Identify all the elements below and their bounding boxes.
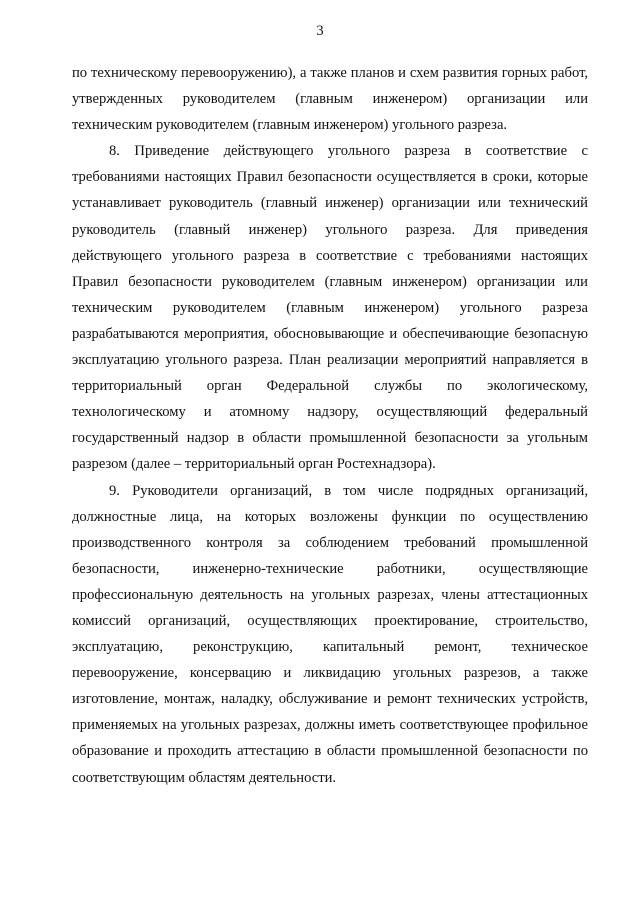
paragraph-continuation: по техническому перевооружению), а также планов и схем развития горных работ, утвержденных руководителем (главным инженером) организации или техническим руководителем (главным инженером) угольного разреза. <box>72 65 588 134</box>
document-body <box>72 60 588 791</box>
paragraph-item-8: 8. Приведение действующего угольного разреза в соответствие с требованиями настоящих Правил безопасности осуществляется в сроки, которые устанавливает руководитель (главный инженер) организации или технический руководитель (главный инженер) угольного разреза. Для приведения действующего угольного разреза в соответствие с требованиями настоящих Правил безопасности руководителем (главным инженером) организации или техническим руководителем (главным инженером) угольного разреза разрабатываются мероприятия, обосновывающие и обеспечивающие безопасную эксплуатацию угольного разреза. План реализации мероприятий направляется в территориальный орган Федеральной службы по экологическому, технологическому и атомному надзору, осуществляющий федеральный государственный надзор в области промышленной безопасности за угольным разрезом (далее – территориальный орган Ростехнадзора). <box>72 143 588 473</box>
paragraph-item-9: 9. Руководители организаций, в том числе подрядных организаций, должностные лица, на которых возложены функции по осуществлению производственного контроля за соблюдением требований промышленной безопасности, инженерно-технические работники, осуществляющие профессиональную деятельность на угольных разрезах, члены аттестационных комиссий организаций, осуществляющих проектирование, строительство, эксплуатацию, реконструкцию, капитальный ремонт, техническое перевооружение, консервацию и ликвидацию угольных разрезов, а также изготовление, монтаж, наладку, обслуживание и ремонт технических устройств, применяемых на угольных разрезах, должны иметь соответствующее профильное образование и проходить аттестацию в области промышленной безопасности по соответствующим областям деятельности. <box>72 482 588 786</box>
page-number: 3 <box>316 23 324 39</box>
